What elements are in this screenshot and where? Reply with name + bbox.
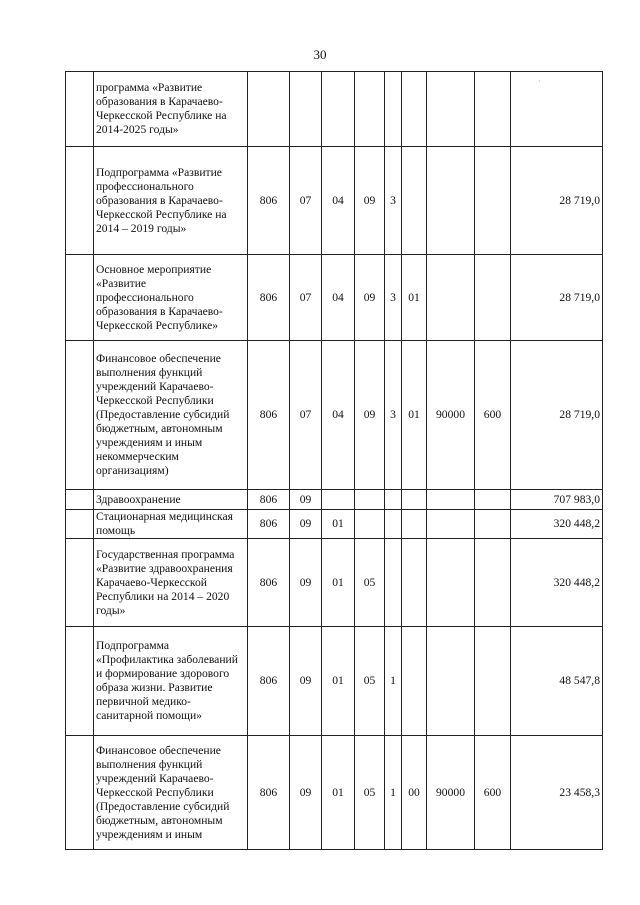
row-number-cell xyxy=(66,72,94,147)
table-row xyxy=(66,510,603,539)
amount-cell: 48 547,8 xyxy=(511,627,603,736)
subprogram-code-cell: 3 xyxy=(385,341,402,490)
section-code-cell: 07 xyxy=(290,147,322,255)
direction-code-cell xyxy=(427,72,475,147)
program-code-cell xyxy=(355,72,385,147)
program-code-cell: 05 xyxy=(355,627,385,736)
amount-cell: 23 458,3 xyxy=(511,736,603,850)
budget-table xyxy=(65,71,603,850)
subprogram-code-cell xyxy=(385,490,402,510)
table-row xyxy=(66,490,603,510)
expense-type-cell xyxy=(475,510,511,539)
section-code-cell: 09 xyxy=(290,627,322,736)
direction-code-cell: 90000 xyxy=(427,736,475,850)
row-name-cell: Финансовое обеспечение выполнения функций учреждений Карачаево-Черкесской Республики (Предоставление субсидий бюджетным, автономным учреждениям и иным некоммерческим организациям) xyxy=(94,341,248,490)
amount-cell: 707 983,0 xyxy=(511,490,603,510)
table-row xyxy=(66,147,603,255)
subsection-code-cell xyxy=(322,72,355,147)
event-code-cell xyxy=(402,147,427,255)
program-code-cell: 05 xyxy=(355,539,385,627)
table-row xyxy=(66,627,603,736)
subsection-code-cell: 04 xyxy=(322,341,355,490)
gov-code-cell: 806 xyxy=(248,736,290,850)
table-row xyxy=(66,72,603,147)
program-code-cell xyxy=(355,490,385,510)
subsection-code-cell: 01 xyxy=(322,736,355,850)
gov-code-cell: 806 xyxy=(248,255,290,341)
expense-type-cell: 600 xyxy=(475,341,511,490)
event-code-cell xyxy=(402,510,427,539)
section-code-cell: 09 xyxy=(290,510,322,539)
direction-code-cell xyxy=(427,147,475,255)
row-number-cell xyxy=(66,490,94,510)
expense-type-cell: 600 xyxy=(475,736,511,850)
amount-cell: 320 448,2 xyxy=(511,510,603,539)
table-row xyxy=(66,341,603,490)
section-code-cell xyxy=(290,72,322,147)
subsection-code-cell: 01 xyxy=(322,510,355,539)
program-code-cell xyxy=(355,510,385,539)
program-code-cell: 05 xyxy=(355,736,385,850)
gov-code-cell xyxy=(248,72,290,147)
section-code-cell: 09 xyxy=(290,490,322,510)
row-number-cell xyxy=(66,736,94,850)
row-name-cell: Стационарная медицинская помощь xyxy=(94,510,248,539)
row-number-cell xyxy=(66,255,94,341)
amount-cell: 28 719,0 xyxy=(511,147,603,255)
row-number-cell xyxy=(66,147,94,255)
program-code-cell: 09 xyxy=(355,255,385,341)
subsection-code-cell xyxy=(322,490,355,510)
subprogram-code-cell: 1 xyxy=(385,736,402,850)
event-code-cell xyxy=(402,490,427,510)
section-code-cell: 07 xyxy=(290,255,322,341)
table-row xyxy=(66,255,603,341)
amount-cell: 28 719,0 xyxy=(511,341,603,490)
row-name-cell: Здравоохранение xyxy=(94,490,248,510)
row-number-cell xyxy=(66,627,94,736)
direction-code-cell xyxy=(427,255,475,341)
event-code-cell: 01 xyxy=(402,341,427,490)
direction-code-cell xyxy=(427,490,475,510)
event-code-cell xyxy=(402,72,427,147)
subprogram-code-cell xyxy=(385,539,402,627)
expense-type-cell xyxy=(475,72,511,147)
expense-type-cell xyxy=(475,539,511,627)
table-row xyxy=(66,539,603,627)
scan-mark: · xyxy=(538,77,541,86)
subprogram-code-cell: 1 xyxy=(385,627,402,736)
event-code-cell xyxy=(402,539,427,627)
event-code-cell: 01 xyxy=(402,255,427,341)
subsection-code-cell: 04 xyxy=(322,255,355,341)
subsection-code-cell: 04 xyxy=(322,147,355,255)
page-number: 30 xyxy=(313,47,327,62)
gov-code-cell: 806 xyxy=(248,341,290,490)
direction-code-cell xyxy=(427,627,475,736)
table-row xyxy=(66,736,603,850)
event-code-cell: 00 xyxy=(402,736,427,850)
gov-code-cell: 806 xyxy=(248,490,290,510)
direction-code-cell xyxy=(427,510,475,539)
row-name-cell: программа «Развитие образования в Карачаево-Черкесской Республике на 2014-2025 годы» xyxy=(94,72,248,147)
budget-table-body xyxy=(66,72,603,850)
direction-code-cell: 90000 xyxy=(427,341,475,490)
gov-code-cell: 806 xyxy=(248,539,290,627)
subprogram-code-cell xyxy=(385,510,402,539)
row-number-cell xyxy=(66,510,94,539)
row-name-cell: Государственная программа «Развитие здравоохранения Карачаево-Черкесской Республики на 2014 – 2020 годы» xyxy=(94,539,248,627)
expense-type-cell xyxy=(475,627,511,736)
gov-code-cell: 806 xyxy=(248,147,290,255)
subprogram-code-cell: 3 xyxy=(385,255,402,341)
expense-type-cell xyxy=(475,147,511,255)
expense-type-cell xyxy=(475,255,511,341)
gov-code-cell: 806 xyxy=(248,627,290,736)
direction-code-cell xyxy=(427,539,475,627)
subsection-code-cell: 01 xyxy=(322,627,355,736)
amount-cell: 28 719,0 xyxy=(511,255,603,341)
gov-code-cell: 806 xyxy=(248,510,290,539)
subprogram-code-cell xyxy=(385,72,402,147)
program-code-cell: 09 xyxy=(355,147,385,255)
row-name-cell: Основное мероприятие «Развитие профессионального образования в Карачаево-Черкесской Республике» xyxy=(94,255,248,341)
section-code-cell: 07 xyxy=(290,341,322,490)
subsection-code-cell: 01 xyxy=(322,539,355,627)
section-code-cell: 09 xyxy=(290,736,322,850)
amount-cell: 320 448,2 xyxy=(511,539,603,627)
program-code-cell: 09 xyxy=(355,341,385,490)
row-number-cell xyxy=(66,539,94,627)
amount-cell xyxy=(511,72,603,147)
row-name-cell: Финансовое обеспечение выполнения функций учреждений Карачаево-Черкесской Республики (Предоставление субсидий бюджетным, автономным учреждениям и иным xyxy=(94,736,248,850)
row-number-cell xyxy=(66,341,94,490)
expense-type-cell xyxy=(475,490,511,510)
event-code-cell xyxy=(402,627,427,736)
row-name-cell: Подпрограмма «Профилактика заболеваний и формирование здорового образа жизни. Развитие первичной медико-санитарной помощи» xyxy=(94,627,248,736)
row-name-cell: Подпрограмма «Развитие профессионального образования в Карачаево-Черкесской Республике на 2014 – 2019 годы» xyxy=(94,147,248,255)
subprogram-code-cell: 3 xyxy=(385,147,402,255)
section-code-cell: 09 xyxy=(290,539,322,627)
